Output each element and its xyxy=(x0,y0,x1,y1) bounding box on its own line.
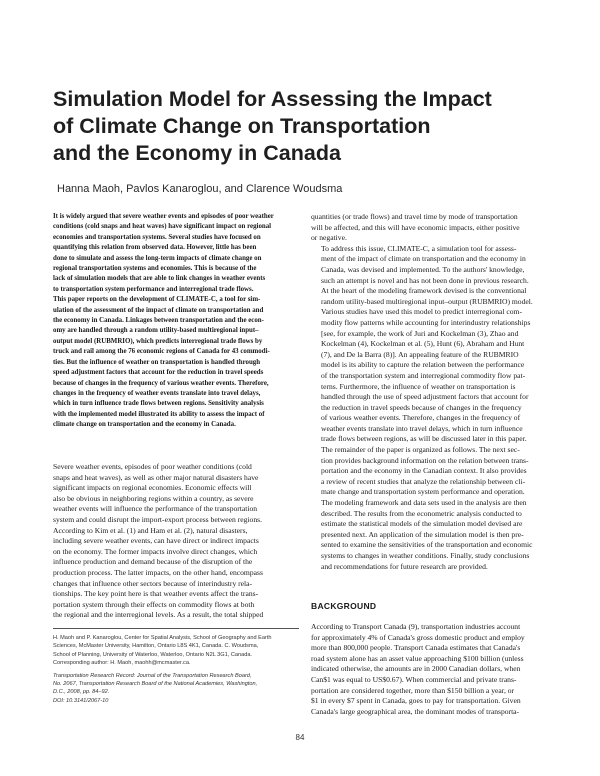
body-line: including severe weather events, can have direct or indirect impacts xyxy=(53,536,259,546)
body-line: influence production and demand because of the disruption of the xyxy=(53,557,253,567)
body-line: random utility-based multiregional input–output (RUBMRIO) model. xyxy=(321,296,533,306)
body-line: for approximately 4% of Canada's gross domestic product and employ xyxy=(311,632,525,642)
left-column xyxy=(53,212,299,431)
title-line: and the Economy in Canada xyxy=(53,141,341,165)
citation-line: DOI: 10.3141/2067-10 xyxy=(53,697,109,704)
abstract-line: which in turn influence trade flows between regions. Sensitivity analysis xyxy=(53,400,264,408)
body-line: model is its ability to capture the relation between the performance xyxy=(321,360,525,370)
abstract-line: regional transportation systems and economies. This is because of the xyxy=(53,265,257,273)
body-line: Kockelman (4), Kockelman et al. (5), Hunt (6), Abraham and Hunt xyxy=(321,339,525,349)
body-line: of the transportation system and interregional commodity flow pat- xyxy=(321,370,526,380)
abstract-line: done to simulate and assess the long-term impacts of climate change on xyxy=(53,254,262,262)
body-line: tionships. The key point here is that weather events affect the trans- xyxy=(53,589,259,599)
body-line: [see, for example, the work of Juri and Kockelman (3), Zhao and xyxy=(321,328,519,338)
body-line: mate change and transportation system performance and operation. xyxy=(321,487,525,497)
citation-line: No. 2067, Transportation Research Board of the National Academies, Washington, xyxy=(53,681,258,688)
body-line: indicated otherwise, the amounts are in 2000 Canadian dollars, when xyxy=(311,664,521,674)
abstract-line: truck and rail among the 76 economic regions of Canada for 43 commodi- xyxy=(53,348,270,356)
outline-paragraph xyxy=(311,445,557,572)
footnote-line: Corresponding author: H. Maoh, maohh@mcmaster.ca. xyxy=(53,660,191,667)
page-number: 84 xyxy=(295,733,305,742)
footnote-line: School of Planning, University of Waterloo, Waterloo, Ontario N2L 3G1, Canada. xyxy=(53,651,252,658)
abstract-line: to transportation system performance and interregional trade flows. xyxy=(53,285,254,293)
citation-line: D.C., 2008, pp. 84–92. xyxy=(53,689,110,696)
body-line: weather events will influence the performance of the transportation xyxy=(53,504,258,514)
abstract-line: because of changes in the frequency of various weather events. Therefore, xyxy=(53,379,269,387)
body-line: such an attempt is novel and has not been done in previous research. xyxy=(321,275,529,285)
climate-c-paragraph xyxy=(311,244,557,445)
body-line: (7), and De la Barra (8)]. An appealing feature of the RUBMRIO xyxy=(321,349,519,359)
abstract-line: economies and transportation systems. Several studies have focused on xyxy=(53,233,261,241)
body-line: on the economy. The former impacts involve direct changes, which xyxy=(53,546,258,556)
body-line: a review of recent studies that analyze the relationship between cli- xyxy=(321,476,526,486)
body-line: portation are considered together, more than $150 billion a year, or xyxy=(311,685,515,695)
body-line: According to Transport Canada (9), transportation industries account xyxy=(311,622,521,631)
footnote xyxy=(53,634,299,705)
body-line: also be obvious in neighboring regions within a country, as severe xyxy=(53,493,254,503)
abstract xyxy=(53,212,299,431)
footnote-line: Sciences, McMaster University, Hamilton, Ontario L8S 4K1, Canada. C. Woudsma, xyxy=(53,643,259,650)
body-line: portation and the economy in the Canadian context. It also provides xyxy=(321,466,527,476)
journal-citation xyxy=(53,672,299,706)
body-line: sented to examine the sensitivities of the transportation and economic xyxy=(321,540,533,550)
body-line: described. The results from the econometric analysis conducted to xyxy=(321,508,522,518)
abstract-line: output model (RUBMRIO), which predicts interregional trade flows by xyxy=(53,337,263,345)
author-list: Hanna Maoh, Pavlos Kanaroglou, and Clarence Woudsma xyxy=(57,183,343,195)
body-line: weather events translate into travel delays, which in turn influence xyxy=(321,423,523,433)
body-line: At the heart of the modeling framework devised is the conventional xyxy=(321,286,527,296)
abstract-line: ulation of the assessment of the impact of climate on transportation and xyxy=(53,306,264,314)
body-line: terns. Furthermore, the influence of weather on transportation is xyxy=(321,381,516,391)
abstract-line: changes in the frequency of weather events translate into travel delays, xyxy=(53,389,261,397)
abstract-line: the economy in Canada. Linkages between transportation and the econ- xyxy=(53,317,264,325)
body-line: will be affected, and this will have economic impacts, either positive xyxy=(311,222,520,232)
body-line: significant impacts on regional economies. Economic effects will xyxy=(53,483,252,493)
abstract-line: with the implemented model illustrated its ability to assess the impact of xyxy=(53,410,265,418)
body-line: estimate the statistical models of the simulation model devised are xyxy=(321,519,523,529)
body-line: handled through the use of speed adjustment factors that account for xyxy=(321,392,529,402)
body-line: tion provides background information on the relation between trans- xyxy=(321,455,529,465)
body-line: system and could disrupt the import-export process between regions. xyxy=(53,514,262,524)
body-line: ment of the impact of climate on transportation and the economy in xyxy=(321,254,526,264)
paper-title xyxy=(53,86,553,167)
intro-paragraph xyxy=(53,462,299,621)
footnote-divider xyxy=(53,628,299,629)
abstract-line: quantifying this relation from observed data. However, little has been xyxy=(53,244,257,252)
title-line: of Climate Change on Transportation xyxy=(53,114,431,138)
abstract-line: lack of simulation models that are able to link changes in weather events xyxy=(53,275,266,283)
section-heading: BACKGROUND xyxy=(311,601,377,611)
title-line: Simulation Model for Assessing the Impact xyxy=(53,87,492,111)
body-line: trade flows between regions, as will be discussed later in this paper. xyxy=(321,434,527,444)
right-column xyxy=(311,212,557,572)
body-line: the reduction in travel speeds because of changes in the frequency xyxy=(321,402,522,412)
body-line: The remainder of the paper is organized as follows. The next sec- xyxy=(321,445,520,455)
citation-line: Transportation Research Record: Journal of the Transportation Research Board, xyxy=(53,672,252,679)
body-line: portation system through their effects on commodity flows at both xyxy=(53,599,255,609)
footnote-line: H. Maoh and P. Kanaroglou, Center for Spatial Analysis, School of Geography and Earth xyxy=(53,635,272,641)
body-line: According to Kim et al. (1) and Ham et al. (2), natural disasters, xyxy=(53,525,248,535)
background-section xyxy=(311,601,557,717)
body-line: Canada, was devised and implemented. To the authors' knowledge, xyxy=(321,264,525,274)
body-line: quantities (or trade flows) and travel time by mode of transportation xyxy=(311,212,518,221)
body-line: The modeling framework and data sets used in the analysis are then xyxy=(321,498,527,508)
abstract-line: This paper reports on the development of CLIMATE-C, a tool for sim- xyxy=(53,296,261,304)
body-line: Canada's large geographical area, the dominant modes of transporta- xyxy=(311,706,520,716)
body-line: production process. The latter impacts, on the other hand, encompass xyxy=(53,567,263,577)
continued-paragraph xyxy=(311,212,557,244)
body-line: Severe weather events, episodes of poor weather conditions (cold xyxy=(53,462,252,471)
body-line: snaps and heat waves), as well as other major natural disasters have xyxy=(53,472,259,482)
abstract-line: ties. But the influence of weather on transportation is handled through xyxy=(53,358,261,366)
abstract-line: speed adjustment factors that account for the reduction in travel speeds xyxy=(53,369,264,377)
abstract-line: conditions (cold snaps and heat waves) have significant impact on regional xyxy=(53,223,272,231)
body-line: systems to changes in weather conditions. Finally, study conclusions xyxy=(321,551,530,560)
body-line: $1 in every $7 spent in Canada, goes to pay for transportation. Given xyxy=(311,696,521,706)
body-line: changes that influence other sectors because of interindustry rela- xyxy=(53,578,253,588)
background-paragraph xyxy=(311,622,557,717)
abstract-line: omy are handled through a random utility-based multiregional input– xyxy=(53,327,259,335)
body-line: of various weather events. Therefore, changes in the frequency of xyxy=(321,413,521,423)
body-line: presented next. An application of the simulation model is then pre- xyxy=(321,529,524,539)
body-line: the regional and the interregional levels. As a result, the total shipped xyxy=(53,610,264,620)
abstract-line: climate change on transportation and the economy in Canada. xyxy=(53,421,236,429)
body-line: Can$1 was equal to US$0.67). When commercial and private trans- xyxy=(311,674,517,684)
body-line: To address this issue, CLIMATE-C, a simulation tool for assess- xyxy=(321,243,517,253)
body-line: and recommendations for future research are provided. xyxy=(321,561,488,571)
body-line: or negative. xyxy=(311,233,347,243)
body-line: modity flow patterns while accounting for interindustry relationships xyxy=(321,317,531,327)
body-line: Various studies have used this model to predict interregional com- xyxy=(321,307,522,317)
body-line: more than 800,000 people. Transport Canada estimates that Canada's xyxy=(311,643,521,653)
abstract-line: It is widely argued that severe weather events and episodes of poor weather xyxy=(53,213,274,220)
body-line: road system alone has an asset value approaching $100 billion (unless xyxy=(311,653,524,663)
